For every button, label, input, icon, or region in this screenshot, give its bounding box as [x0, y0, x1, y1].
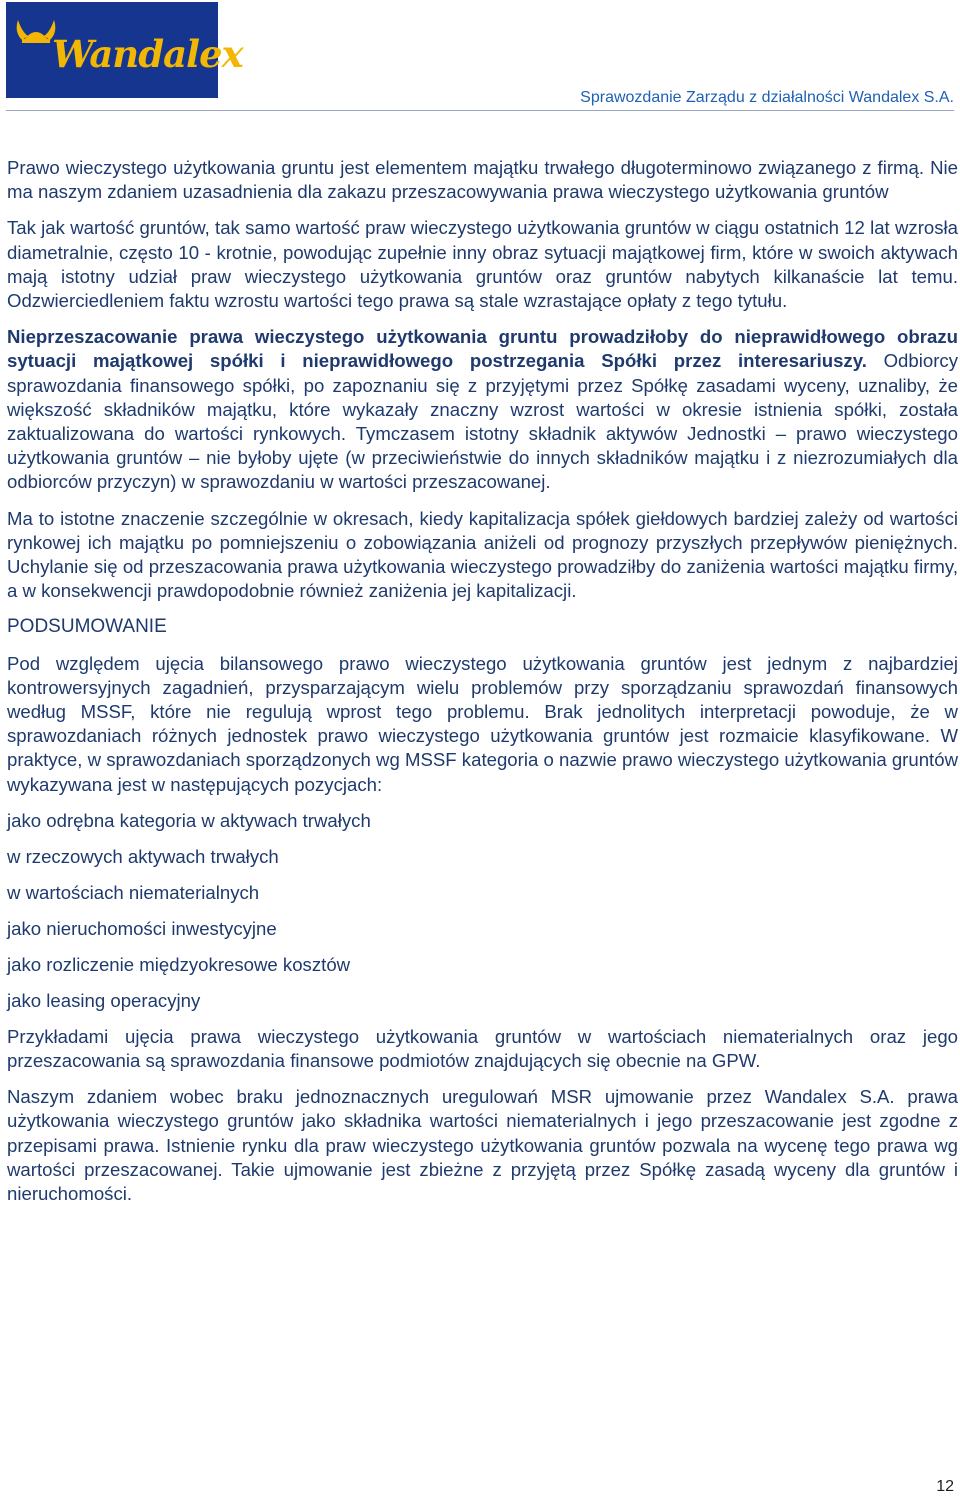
paragraph: Pod względem ujęcia bilansowego prawo wieczystego użytkowania gruntów jest jednym z najbardziej kontrowersyjnych zagadnień, przysparzającym wielu problemów przy sporządzaniu sprawozdań finansowych według MSSF, które nie regulują wprost tego problemu. Brak jednolitych interpretacji powoduje, że w sprawozdaniach różnych jednostek prawo wieczystego użytkowania gruntów jest rozmaicie klasyfikowane. W praktyce, w sprawozdaniach sporządzonych wg MSSF kategoria o nazwie prawo wieczystego użytkowania gruntów wykazywana jest w następujących pozycjach: — [7, 652, 958, 795]
logo-wordmark: Wandalex — [52, 32, 243, 76]
list-item: jako nieruchomości inwestycyjne — [7, 917, 277, 939]
list-item: w rzeczowych aktywach trwałych — [7, 845, 279, 867]
document-body — [7, 156, 958, 1206]
page-number: 12 — [936, 1478, 954, 1495]
list-item: jako odrębna kategoria w aktywach trwałych — [7, 809, 371, 831]
header-divider — [6, 110, 954, 111]
positions-list — [7, 809, 958, 1013]
section-heading: PODSUMOWANIE — [7, 616, 167, 638]
paragraph: Ma to istotne znaczenie szczególnie w okresach, kiedy kapitalizacja spółek giełdowych bardziej zależy od wartości rynkowej ich majątku po pomniejszeniu o zobowiązania aniżeli od prognozy przyszłych przepływów pieniężnych. Uchylanie się od przeszacowania prawa użytkowania wieczystego prowadziłby do zaniżenia wartości majątku firmy, a w konsekwencji prawdopodobnie również zaniżenia jej kapitalizacji. — [7, 507, 958, 602]
list-item: jako rozliczenie międzyokresowe kosztów — [7, 953, 351, 975]
paragraph-continuation: Odbiorcy sprawozdania finansowego spółki, po zapoznaniu się z przyjętymi przez Spółkę zasadami wyceny, uznaliby, że większość składników majątku, które wykazały znaczny wzrost wartości w okresie istnienia spółki, została zaktualizowana do wartości rynkowych. Tymczasem istotny składnik aktywów Jednostki – prawo wieczystego użytkowania gruntów – nie byłoby ujęte (w przeciwieństwie do innych składników majątku i z niezrozumiałych dla odbiorców przyczyn) w sprawozdaniu w wartości przeszacowanej. — [7, 350, 958, 493]
company-logo — [6, 2, 243, 98]
bold-statement: Nieprzeszacowanie prawa wieczystego użytkowania gruntu prowadziłoby do nieprawidłowego obrazu sytuacji majątkowej spółki i nieprawidłowego postrzegania Spółki przez interesariuszy. — [7, 326, 958, 372]
paragraph — [7, 325, 958, 494]
list-item: jako leasing operacyjny — [7, 989, 201, 1011]
list-item: w wartościach niematerialnych — [7, 881, 260, 903]
report-title: Sprawozdanie Zarządu z działalności Wandalex S.A. — [580, 89, 954, 106]
paragraph: Tak jak wartość gruntów, tak samo wartość praw wieczystego użytkowania gruntów w ciągu ostatnich 12 lat wzrosła diametralnie, często 10 - krotnie, powodując zupełnie inny obraz sytuacji majątkowej firm, które w swoich aktywach mają istotny udział praw wieczystego użytkowania gruntów oraz gruntów nabytych kilkanaście lat temu. Odzwierciedleniem faktu wzrostu wartości tego prawa są stale wzrastające opłaty z tego tytułu. — [7, 217, 958, 312]
paragraph: Prawo wieczystego użytkowania gruntu jest elementem majątku trwałego długoterminowo związanego z firmą. Nie ma naszym zdaniem uzasadnienia dla zakazu przeszacowywania prawa wieczystego użytkowania gruntów — [7, 157, 958, 203]
paragraph: Naszym zdaniem wobec braku jednoznacznych uregulowań MSR ujmowanie przez Wandalex S.A. prawa użytkowania wieczystego gruntów jako składnika wartości niematerialnych i jego przeszacowanie jest zgodne z przepisami prawa. Istnienie rynku dla praw wieczystego użytkowania gruntów pozwala na wycenę tego prawa wg wartości przeszacowanej. Takie ujmowanie jest zbieżne z przyjętą przez Spółkę zasadą wyceny dla gruntów i nieruchomości. — [7, 1086, 958, 1204]
paragraph: Przykładami ujęcia prawa wieczystego użytkowania gruntów w wartościach niematerialnych oraz jego przeszacowania są sprawozdania finansowe podmiotów znajdujących się obecnie na GPW. — [7, 1025, 958, 1071]
